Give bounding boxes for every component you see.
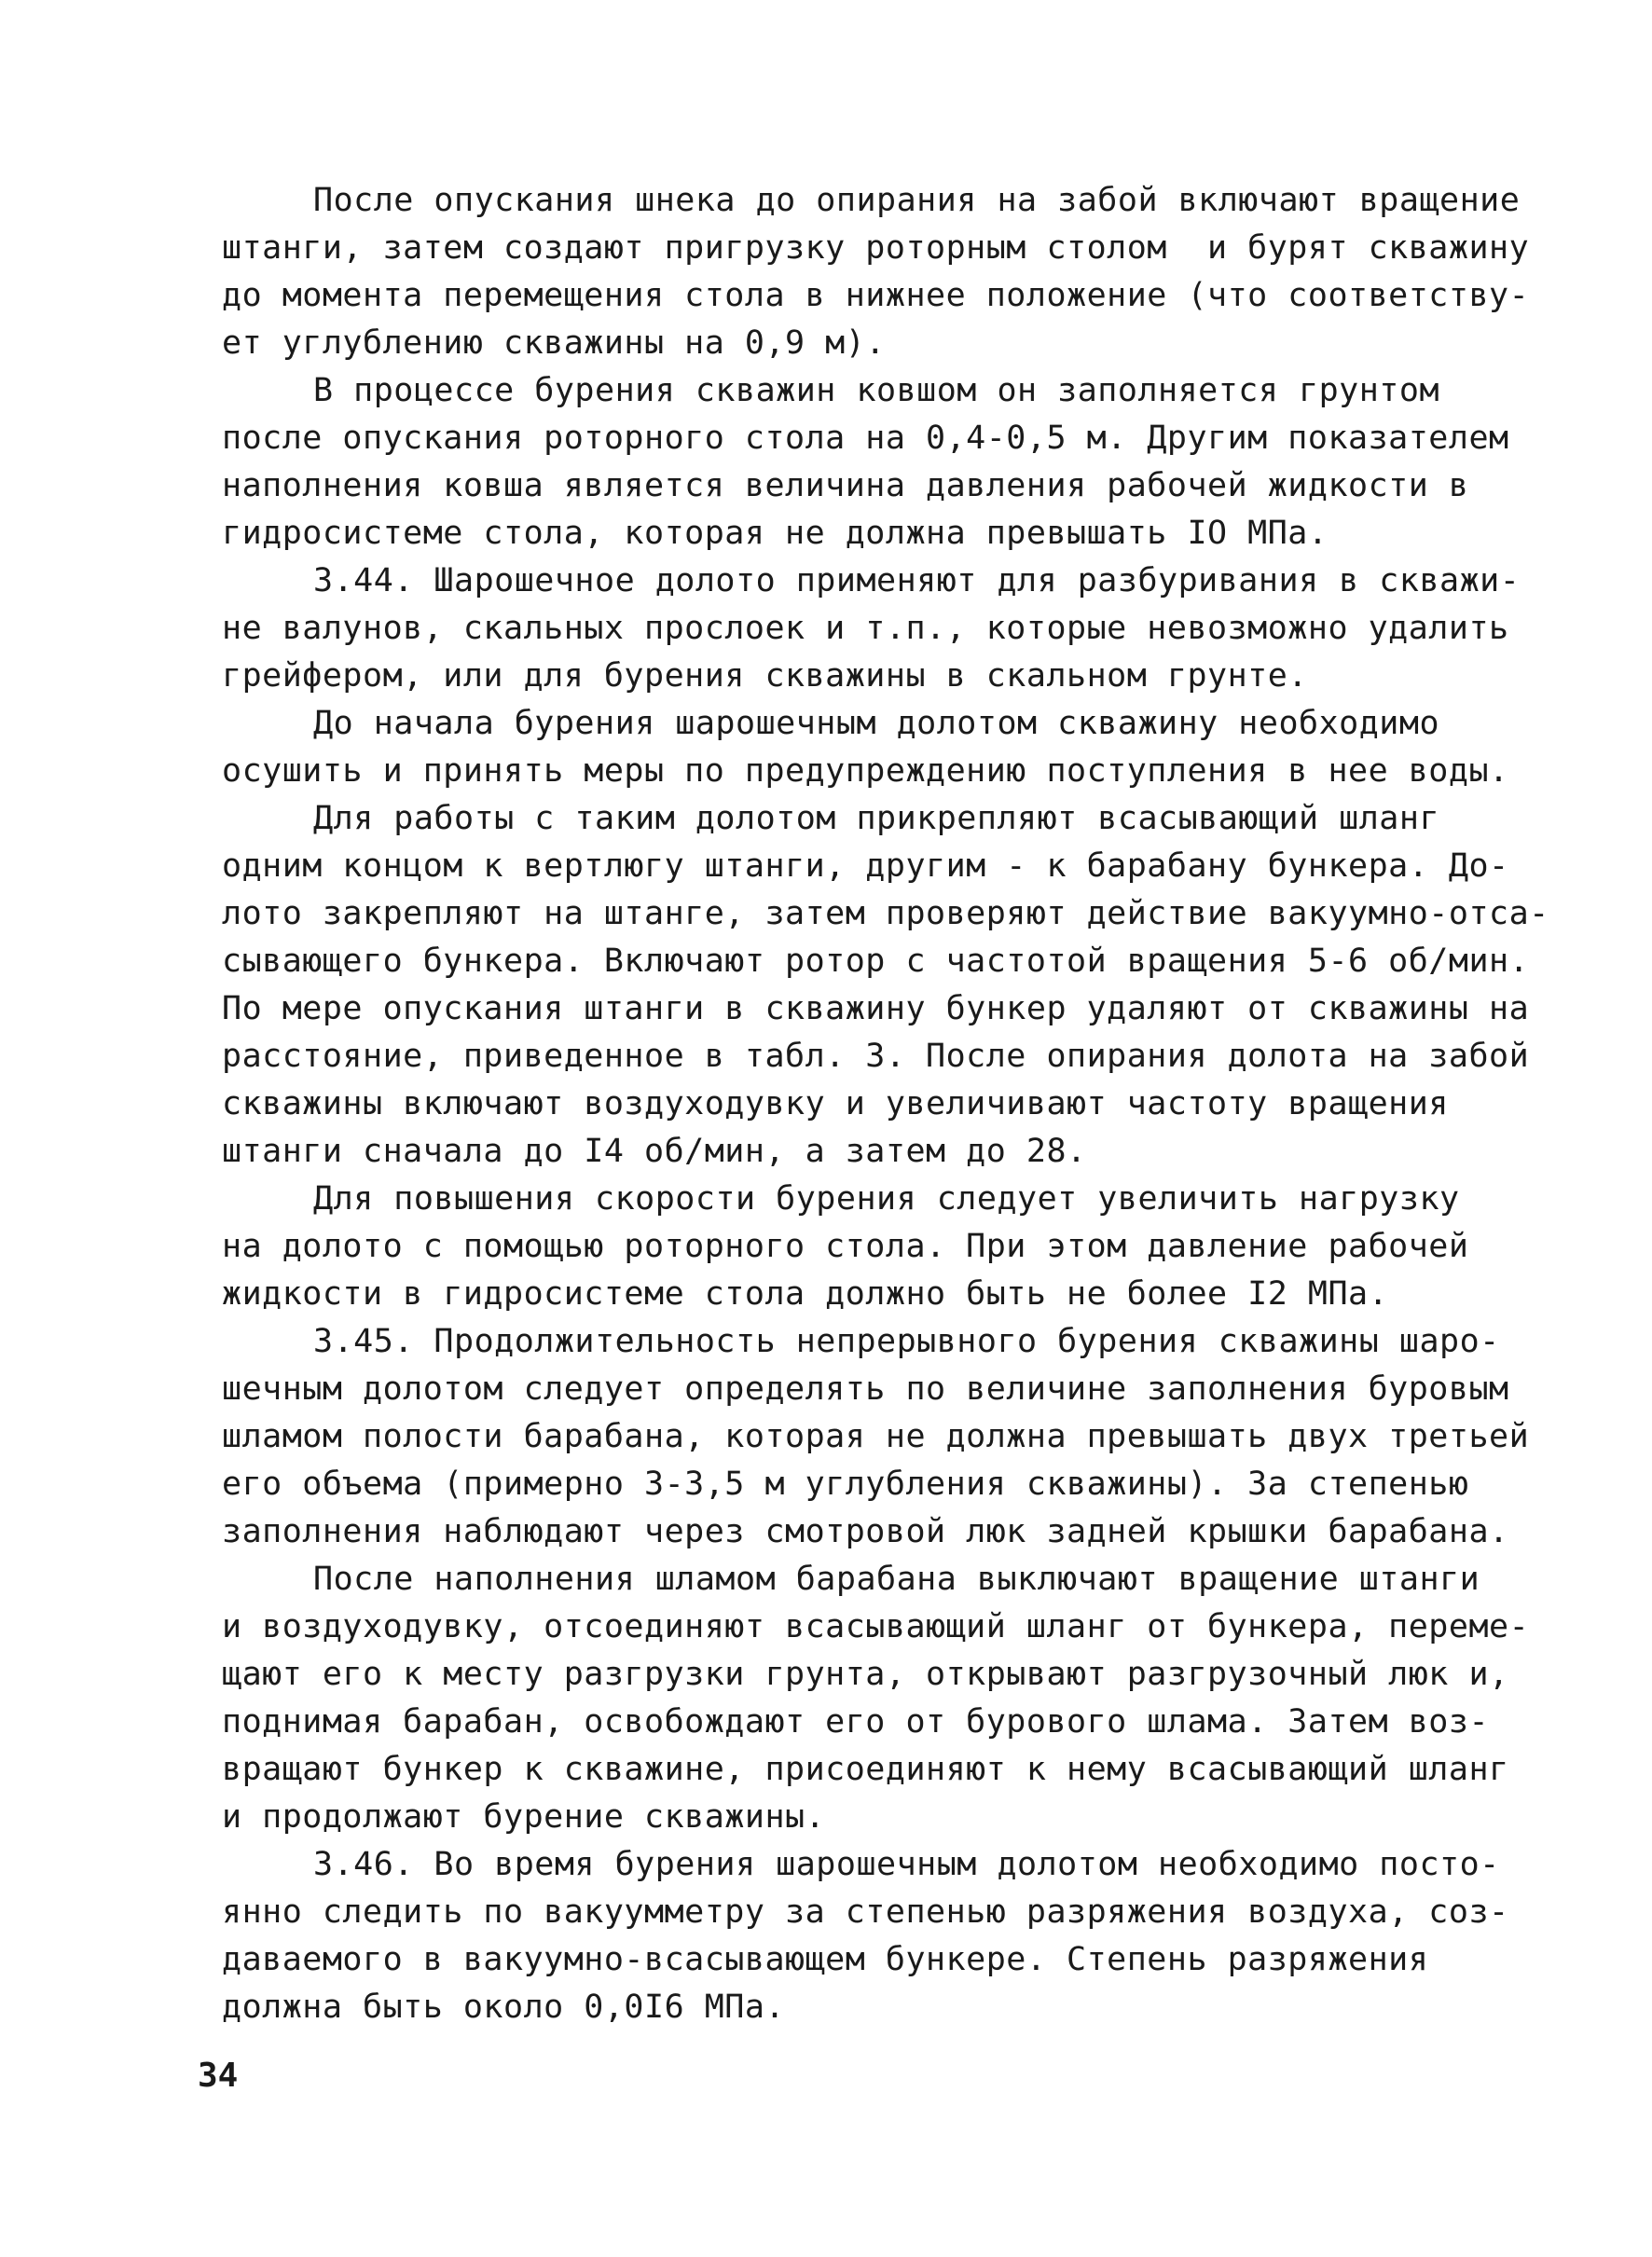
- text-line: 3.46. Во время бурения шарошечным долотом необходимо посто-: [313, 1846, 1500, 1883]
- text-line: шечным долотом следует определять по величине заполнения буровым: [222, 1370, 1509, 1408]
- text-line: даваемого в вакуумно-всасывающем бункере. Степень разряжения: [222, 1941, 1429, 1978]
- text-line: вращают бункер к скважине, присоединяют к нему всасывающий шланг: [222, 1751, 1509, 1788]
- text-line: штанги, затем создают пригрузку роторным столом и бурят скважину: [222, 229, 1530, 267]
- text-line: штанги сначала до I4 об/мин, а затем до 28.: [222, 1133, 1087, 1170]
- text-line: щают его к месту разгрузки грунта, открывают разгрузочный люк и,: [222, 1656, 1509, 1693]
- text-line: После наполнения шламом барабана выключают вращение штанги: [313, 1561, 1480, 1598]
- text-line: скважины включают воздуходувку и увеличивают частоту вращения: [222, 1085, 1449, 1122]
- text-line: жидкости в гидросистеме стола должно быть не более I2 МПа.: [222, 1275, 1389, 1313]
- text-line: В процессе бурения скважин ковшом он заполняется грунтом: [313, 372, 1440, 409]
- text-line: 3.45. Продолжительность непрерывного бурения скважины шаро-: [313, 1323, 1500, 1360]
- text-line: до момента перемещения стола в нижнее положение (что соответству-: [222, 277, 1530, 314]
- body-text: [222, 177, 1549, 2031]
- text-line: шламом полости барабана, которая не должна превышать двух третьей: [222, 1418, 1530, 1455]
- text-line: после опускания роторного стола на 0,4-0,5 м. Другим показателем: [222, 420, 1509, 457]
- text-line: и продолжают бурение скважины.: [222, 1798, 826, 1836]
- text-line: ет углублению скважины на 0,9 м).: [222, 324, 886, 362]
- text-line: гидросистеме стола, которая не должна превышать IO МПа.: [222, 515, 1328, 552]
- text-line: лото закрепляют на штанге, затем проверяют действие вакуумно-отса-: [222, 895, 1549, 932]
- text-line: одним концом к вертлюгу штанги, другим - к барабану бункера. До-: [222, 847, 1509, 885]
- text-line: По мере опускания штанги в скважину бункер удаляют от скважины на: [222, 990, 1530, 1027]
- text-line: Для работы с таким долотом прикрепляют всасывающий шланг: [313, 800, 1440, 837]
- text-line: его объема (примерно 3-3,5 м углубления скважины). За степенью: [222, 1466, 1469, 1503]
- text-line: наполнения ковша является величина давления рабочей жидкости в: [222, 467, 1469, 504]
- text-line: осушить и принять меры по предупреждению поступления в нее воды.: [222, 752, 1509, 790]
- text-line: После опускания шнека до опирания на забой включают вращение: [313, 182, 1521, 219]
- text-line: сывающего бункера. Включают ротор с частотой вращения 5-6 об/мин.: [222, 943, 1530, 980]
- text-line: Для повышения скорости бурения следует увеличить нагрузку: [313, 1180, 1460, 1218]
- text-line: До начала бурения шарошечным долотом скважину необходимо: [313, 705, 1440, 742]
- text-line: расстояние, приведенное в табл. 3. После опирания долота на забой: [222, 1038, 1530, 1075]
- text-line: заполнения наблюдают через смотровой люк задней крышки барабана.: [222, 1513, 1509, 1550]
- text-line: поднимая барабан, освобождают его от бурового шлама. Затем воз-: [222, 1703, 1490, 1741]
- text-line: 3.44. Шарошечное долото применяют для разбуривания в скважи-: [313, 562, 1521, 599]
- text-line: грейфером, или для бурения скважины в скальном грунте.: [222, 657, 1308, 695]
- page-number: 34: [198, 2057, 239, 2095]
- text-line: янно следить по вакуумметру за степенью разряжения воздуха, соз-: [222, 1893, 1509, 1931]
- text-line: должна быть около 0,0I6 МПа.: [222, 1989, 786, 2026]
- text-line: и воздуходувку, отсоединяют всасывающий шланг от бункера, переме-: [222, 1608, 1530, 1645]
- text-line: на долото с помощью роторного стола. При этом давление рабочей: [222, 1228, 1469, 1265]
- text-line: не валунов, скальных прослоек и т.п., которые невозможно удалить: [222, 610, 1509, 647]
